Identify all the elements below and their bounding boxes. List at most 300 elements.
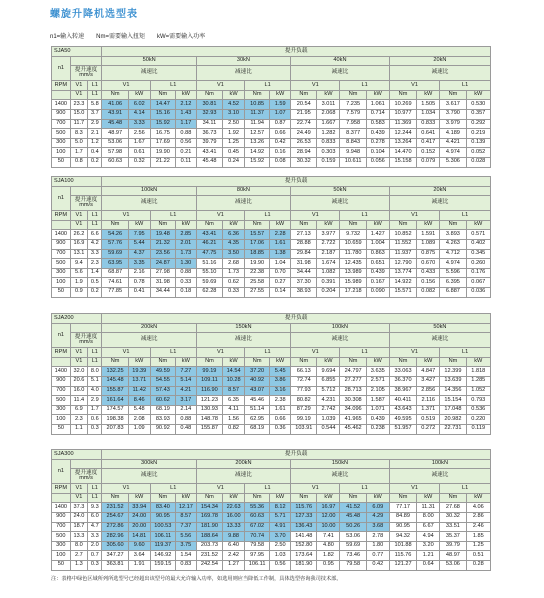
table-cell: 5.712 <box>317 386 340 396</box>
table-cell: 1.7 <box>88 405 102 415</box>
table-row <box>52 259 491 269</box>
table-cell: 2.3 <box>70 415 88 425</box>
table-cell: 18.7 <box>70 522 88 532</box>
table-cell: 9.948 <box>340 148 366 158</box>
table-cell: 0.036 <box>466 287 490 297</box>
table-cell: 1.38 <box>270 249 291 259</box>
speed-header <box>70 66 102 81</box>
table-cell: 3.33 <box>128 119 150 129</box>
table-cell: 2.50 <box>223 119 245 129</box>
nm-header: Nm <box>196 493 222 503</box>
table-cell: 12.17 <box>175 503 196 513</box>
table-row <box>52 268 491 278</box>
table-cell: 900 <box>52 512 71 522</box>
load-header: 100kN <box>102 186 196 196</box>
table-cell: 2.85 <box>175 230 196 240</box>
blank-header <box>70 323 102 333</box>
table-cell: 1.818 <box>466 367 490 377</box>
table-cell: 32.0 <box>70 367 88 377</box>
kw-header: kW <box>366 220 389 230</box>
table-cell: 3.17 <box>175 396 196 406</box>
table-cell: 19.90 <box>245 259 270 269</box>
table-cell: 34.44 <box>150 287 175 297</box>
table-cell: 73.46 <box>340 551 366 561</box>
table-cell: 146.92 <box>150 551 175 561</box>
footnote: 注：表格中绿色区域所列所选型号已经超出该型号的最大允许输入功率，如选用则应当降低工作制，具体选型咨询我司技术部。 <box>51 576 342 582</box>
v1-header: V1 <box>70 493 88 503</box>
table-cell: 0.303 <box>317 148 340 158</box>
table-cell: 15.16 <box>150 109 175 119</box>
table-cell: 8.843 <box>340 138 366 148</box>
table-row <box>52 376 491 386</box>
speed-unit: mm/s <box>79 339 93 346</box>
table-row <box>52 522 491 532</box>
table-cell: 4.189 <box>440 129 466 139</box>
table-row <box>52 119 491 129</box>
table-cell: 100 <box>52 551 71 561</box>
table-row <box>52 512 491 522</box>
table-cell: 60.63 <box>245 512 270 522</box>
table-cell: 2.01 <box>175 239 196 249</box>
table-cell: 0.104 <box>366 148 389 158</box>
table-cell: 0.61 <box>128 148 150 158</box>
table-cell: 2.78 <box>366 532 389 542</box>
table-cell: 1.2 <box>88 138 102 148</box>
table-row <box>52 386 491 396</box>
v1-header: V1 <box>70 81 88 91</box>
table-cell: 99.19 <box>196 367 222 377</box>
load-header: 200kN <box>102 323 196 333</box>
table-cell: 8.0 <box>70 541 88 551</box>
spec-table <box>51 176 491 298</box>
table-cell: 59.69 <box>196 278 222 288</box>
table-cell: 500 <box>52 396 71 406</box>
v1-header: V1 <box>70 211 88 221</box>
nm-header: Nm <box>291 90 317 100</box>
ratio-header: 减速比 <box>291 66 390 81</box>
table-cell: 57.98 <box>102 148 128 158</box>
table-cell: 77.93 <box>291 386 317 396</box>
table-cell: 11.552 <box>389 239 416 249</box>
table-cell: 4.263 <box>440 239 466 249</box>
table-cell: 3.64 <box>128 551 150 561</box>
table-cell: 203.73 <box>196 541 222 551</box>
table-cell: 0.11 <box>175 157 196 167</box>
table-cell: 94.32 <box>389 532 416 542</box>
ratio-header: 减速比 <box>389 469 490 484</box>
table-cell: 0.7 <box>88 551 102 561</box>
table-cell: 14.47 <box>150 100 175 110</box>
table-cell: 10.28 <box>223 376 245 386</box>
table-cell: 6.36 <box>223 230 245 240</box>
table-cell: 0.204 <box>317 287 340 297</box>
l1-header: L1 <box>340 348 389 358</box>
nm-header: Nm <box>245 220 270 230</box>
nm-header: Nm <box>245 90 270 100</box>
l1-header: L1 <box>88 90 102 100</box>
table-cell: 115.76 <box>389 551 416 561</box>
table-cell: 13.1 <box>70 249 88 259</box>
table-cell: 3.16 <box>270 386 291 396</box>
table-cell: 0.48 <box>175 424 196 434</box>
nm-header: Nm <box>340 357 366 367</box>
legend-text: n1=输入转速 Nm=需要输入扭矩 kW=需要输入功率 <box>50 34 206 40</box>
kw-header: kW <box>128 90 150 100</box>
table-cell: 0.36 <box>270 424 291 434</box>
table-cell: 10.977 <box>389 109 416 119</box>
table-cell: 0.052 <box>466 148 490 158</box>
table-cell: 15.92 <box>245 157 270 167</box>
table-cell: 6.67 <box>417 522 440 532</box>
ratio-header: 减速比 <box>196 333 290 348</box>
table-cell: 83.93 <box>150 415 175 425</box>
l1-header: L1 <box>245 484 291 494</box>
table-cell: 2.187 <box>317 249 340 259</box>
table-cell: 30.32 <box>440 512 466 522</box>
v1-header: V1 <box>291 81 340 91</box>
v1-header: V1 <box>389 81 439 91</box>
l1-header: L1 <box>88 81 102 91</box>
nm-header: Nm <box>291 220 317 230</box>
table-cell: 8.12 <box>270 503 291 513</box>
table-cell: 1.43 <box>175 109 196 119</box>
table-cell: 0.88 <box>175 129 196 139</box>
nm-header: Nm <box>102 493 128 503</box>
table-cell: 0.345 <box>466 249 490 259</box>
table-cell: 11.94 <box>245 119 270 129</box>
table-cell: 1.91 <box>128 560 150 570</box>
ratio-header: 减速比 <box>102 469 196 484</box>
table-cell: 1.3 <box>70 560 88 570</box>
table-cell: 0.139 <box>466 138 490 148</box>
table-cell: 59.69 <box>102 249 128 259</box>
table-cell: 2.116 <box>417 396 440 406</box>
table-cell: 0.067 <box>466 278 490 288</box>
table-cell: 188.64 <box>196 532 222 542</box>
table-cell: 4.231 <box>317 396 340 406</box>
table-cell: 17.048 <box>440 405 466 415</box>
v1-header: V1 <box>70 348 88 358</box>
table-row <box>52 109 491 119</box>
table-cell: 12.57 <box>245 129 270 139</box>
nm-header: Nm <box>102 90 128 100</box>
table-cell: 14.54 <box>223 367 245 377</box>
table-cell: 50 <box>52 560 71 570</box>
nm-header: Nm <box>150 357 175 367</box>
l1-header: L1 <box>340 484 389 494</box>
table-cell: 2.742 <box>317 405 340 415</box>
table-cell: 35.37 <box>440 532 466 542</box>
table-cell: 700 <box>52 119 71 129</box>
v1-header: V1 <box>70 90 88 100</box>
table-cell: 1.505 <box>417 100 440 110</box>
table-cell: 22.74 <box>291 119 317 129</box>
table-cell: 1.56 <box>223 415 245 425</box>
v1-header: V1 <box>102 484 150 494</box>
header-row <box>52 177 491 187</box>
table-cell: 11.42 <box>128 386 150 396</box>
table-cell: 0.875 <box>417 249 440 259</box>
load-header: 20kN <box>389 186 490 196</box>
table-cell: 79.58 <box>245 541 270 551</box>
table-cell: 0.167 <box>366 278 389 288</box>
table-cell: 24.797 <box>340 367 366 377</box>
l1-header: L1 <box>88 220 102 230</box>
table-cell: 2.86 <box>466 512 490 522</box>
table-cell: 33.94 <box>128 503 150 513</box>
table-cell: 36.73 <box>196 129 222 139</box>
table-cell: 13.639 <box>440 376 466 386</box>
table-cell: 0.278 <box>366 138 389 148</box>
table-cell: 0.4 <box>88 148 102 158</box>
nm-header: Nm <box>389 90 416 100</box>
table-cell: 43.643 <box>389 405 416 415</box>
table-cell: 87.29 <box>291 405 317 415</box>
table-cell: 6.6 <box>88 230 102 240</box>
table-cell: 15.158 <box>389 157 416 167</box>
ratio-header: 减速比 <box>291 333 390 348</box>
v1-header: V1 <box>102 348 150 358</box>
table-cell: 10.00 <box>317 522 340 532</box>
table-cell: 37.30 <box>291 278 317 288</box>
kw-header: kW <box>366 90 389 100</box>
load-header: 50kN <box>389 323 490 333</box>
table-cell: 14.922 <box>389 278 416 288</box>
table-cell: 8.3 <box>70 129 88 139</box>
table-cell: 32.93 <box>196 109 222 119</box>
table-cell: 1.67 <box>128 138 150 148</box>
table-cell: 34.096 <box>340 405 366 415</box>
table-cell: 7.958 <box>340 119 366 129</box>
speed-header <box>70 469 102 484</box>
n1-header: n1 <box>52 186 71 211</box>
table-row <box>52 249 491 259</box>
table-cell: 2.28 <box>270 230 291 240</box>
nm-header: Nm <box>340 220 366 230</box>
table-cell: 0.64 <box>417 560 440 570</box>
table-cell: 363.81 <box>102 560 128 570</box>
nm-header: Nm <box>150 493 175 503</box>
table-row <box>52 100 491 110</box>
load-header: 200kN <box>196 459 290 469</box>
table-cell: 50 <box>52 157 71 167</box>
table-cell: 17.69 <box>150 138 175 148</box>
table-cell: 68.87 <box>102 268 128 278</box>
table-cell: 1.7 <box>70 148 88 158</box>
header-row <box>52 459 491 469</box>
table-cell: 13.774 <box>389 268 416 278</box>
table-cell: 2.56 <box>128 129 150 139</box>
table-cell: 1.071 <box>366 405 389 415</box>
table-cell: 31.98 <box>291 259 317 269</box>
table-cell: 0.42 <box>366 560 389 570</box>
table-cell: 90.95 <box>389 522 416 532</box>
table-cell: 2.856 <box>417 386 440 396</box>
ratio-header: 减速比 <box>196 469 290 484</box>
table-cell: 0.056 <box>366 157 389 167</box>
kw-header: kW <box>128 220 150 230</box>
table-cell: 2.46 <box>466 522 490 532</box>
table-cell: 0.33 <box>175 278 196 288</box>
table-cell: 100.53 <box>150 522 175 532</box>
table-cell: 21.32 <box>150 239 175 249</box>
v1-header: V1 <box>291 484 340 494</box>
table-cell: 11.937 <box>389 249 416 259</box>
nm-header: Nm <box>440 90 466 100</box>
table-row <box>52 560 491 570</box>
speed-label: 提升速度 <box>74 66 98 73</box>
table-cell: 74.61 <box>102 278 128 288</box>
table-cell: 2.9 <box>88 396 102 406</box>
table-cell: 0.159 <box>317 157 340 167</box>
header-row <box>52 220 491 230</box>
table-row <box>52 148 491 158</box>
table-cell: 54.26 <box>102 230 128 240</box>
table-cell: 19.39 <box>128 367 150 377</box>
nm-header: Nm <box>150 90 175 100</box>
nm-header: Nm <box>440 220 466 230</box>
header-row <box>52 493 491 503</box>
table-cell: 43.91 <box>102 109 128 119</box>
speed-unit: mm/s <box>79 72 93 79</box>
table-cell: 0.41 <box>128 287 150 297</box>
table-cell: 0.641 <box>417 129 440 139</box>
table-cell: 41.52 <box>340 503 366 513</box>
table-cell: 136.43 <box>291 522 317 532</box>
table-cell: 2.50 <box>270 541 291 551</box>
v1-header: V1 <box>291 211 340 221</box>
table-cell: 15.989 <box>340 278 366 288</box>
load-header: 30kN <box>196 56 290 66</box>
kw-header: kW <box>417 220 440 230</box>
kw-header: kW <box>317 90 340 100</box>
l1-header: L1 <box>245 81 291 91</box>
table-cell: 4.712 <box>440 249 466 259</box>
table-cell: 6.395 <box>440 278 466 288</box>
table-cell: 0.439 <box>366 129 389 139</box>
ratio-header: 减速比 <box>196 66 290 81</box>
table-cell: 10.659 <box>340 239 366 249</box>
table-cell: 3.617 <box>440 100 466 110</box>
table-cell: 24.0 <box>70 512 88 522</box>
table-row <box>52 239 491 249</box>
load-header: 50kN <box>291 186 390 196</box>
table-cell: 70.74 <box>245 532 270 542</box>
table-cell: 13.71 <box>128 376 150 386</box>
table-cell: 3.20 <box>417 541 440 551</box>
l1-header: L1 <box>440 348 491 358</box>
table-cell: 347.27 <box>102 551 128 561</box>
table-cell: 0.651 <box>366 259 389 269</box>
table-cell: 1.427 <box>366 230 389 240</box>
nm-header: Nm <box>291 493 317 503</box>
table-cell: 2.3 <box>88 259 102 269</box>
table-cell: 0.544 <box>317 424 340 434</box>
table-cell: 109.11 <box>196 376 222 386</box>
table-row <box>52 405 491 415</box>
table-cell: 16.9 <box>70 239 88 249</box>
table-cell: 0.14 <box>270 287 291 297</box>
table-cell: 1.61 <box>270 239 291 249</box>
table-cell: 2.068 <box>317 109 340 119</box>
table-cell: 67.02 <box>245 522 270 532</box>
table-cell: 25.58 <box>245 278 270 288</box>
kw-header: kW <box>317 493 340 503</box>
table-cell: 19.90 <box>150 148 175 158</box>
table-cell: 33.51 <box>440 522 466 532</box>
spec-table-sja100 <box>51 176 491 298</box>
header-row <box>52 450 491 460</box>
table-cell: 20.982 <box>440 415 466 425</box>
table-cell: 5.71 <box>270 512 291 522</box>
table-cell: 0.83 <box>175 560 196 570</box>
table-cell: 27.13 <box>291 230 317 240</box>
table-cell: 1.30 <box>175 259 196 269</box>
l1-header: L1 <box>88 348 102 358</box>
table-cell: 3.86 <box>270 376 291 386</box>
table-cell: 2.42 <box>223 551 245 561</box>
table-cell: 7.95 <box>128 230 150 240</box>
nm-header: Nm <box>389 220 416 230</box>
table-cell: 0.119 <box>466 424 490 434</box>
table-cell: 4.29 <box>366 512 389 522</box>
table-cell: 1.082 <box>317 268 340 278</box>
table-cell: 0.090 <box>366 287 389 297</box>
table-cell: 62.95 <box>245 415 270 425</box>
table-cell: 0.152 <box>417 148 440 158</box>
spec-table <box>51 46 491 168</box>
kw-header: kW <box>175 90 196 100</box>
n1-header: n1 <box>52 323 71 348</box>
nm-header: Nm <box>245 357 270 367</box>
table-cell: 127.33 <box>291 512 317 522</box>
table-cell: 4.52 <box>223 100 245 110</box>
table-cell: 152.80 <box>291 541 317 551</box>
table-cell: 900 <box>52 109 71 119</box>
kw-header: kW <box>417 357 440 367</box>
blank-header <box>70 459 102 469</box>
table-cell: 97.95 <box>245 551 270 561</box>
table-cell: 0.51 <box>466 551 490 561</box>
l1-header: L1 <box>150 484 196 494</box>
ratio-header: 减速比 <box>291 469 390 484</box>
table-cell: 12.244 <box>389 129 416 139</box>
table-cell: 48.97 <box>102 129 128 139</box>
table-cell: 1.9 <box>70 278 88 288</box>
kw-header: kW <box>175 357 196 367</box>
table-cell: 5.8 <box>88 100 102 110</box>
table-cell: 198.38 <box>102 415 128 425</box>
table-cell: 66.13 <box>291 367 317 377</box>
l1-header: L1 <box>150 348 196 358</box>
table-cell: 20.00 <box>128 522 150 532</box>
table-cell: 2.722 <box>317 239 340 249</box>
table-cell: 272.86 <box>102 522 128 532</box>
table-cell: 2.38 <box>270 396 291 406</box>
rpm-header: RPM <box>52 348 71 358</box>
nm-header: Nm <box>340 493 366 503</box>
header-row <box>52 357 491 367</box>
table-cell: 77.17 <box>389 503 416 513</box>
nm-header: Nm <box>102 357 128 367</box>
lift-load-header: 提升负载 <box>102 450 491 460</box>
v1-header: V1 <box>389 484 439 494</box>
table-cell: 57.76 <box>102 239 128 249</box>
table-cell: 8.00 <box>417 512 440 522</box>
table-cell: 0.433 <box>417 268 440 278</box>
kw-header: kW <box>270 220 291 230</box>
table-cell: 24.87 <box>150 259 175 269</box>
